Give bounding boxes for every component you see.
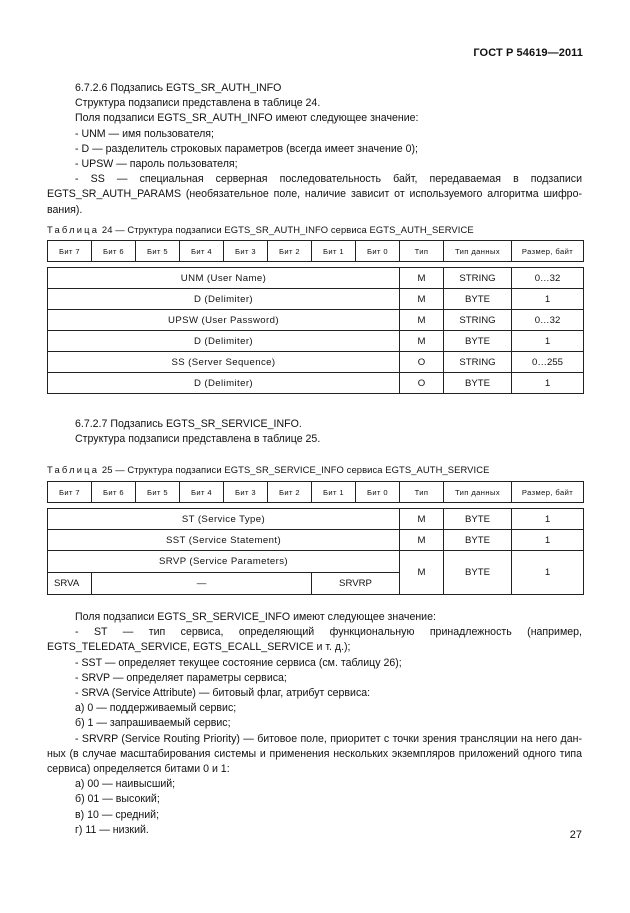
field-size: 1: [512, 373, 584, 394]
section-service-info: [47, 417, 582, 447]
field-data-type: STRING: [444, 310, 512, 331]
header-cell: Размер, байт: [512, 241, 584, 262]
list-item: г) 11 — низкий.: [75, 823, 149, 836]
field-size: 0…32: [512, 268, 584, 289]
list-item: б) 1 — запрашиваемый сервис;: [75, 717, 231, 730]
page-number: 27: [569, 829, 582, 841]
header-cell: Тип данных: [444, 482, 512, 503]
field-data-type: BYTE: [444, 551, 512, 595]
paragraph: Поля подзаписи EGTS_SR_AUTH_INFO имеют следующее значение:: [75, 112, 419, 125]
header-cell: Размер, байт: [512, 482, 584, 503]
header-cell: Бит 4: [180, 482, 224, 503]
field-description: - D — разделитель строковых параметров (всегда имеет значение 0);: [75, 142, 418, 155]
section-service-info-fields: [47, 610, 582, 838]
field-description: - SRVP — определяет параметры сервиса;: [75, 671, 287, 684]
field-description-cont: EGTS_TELEDATA_SERVICE, EGTS_ECALL_SERVICE и т. д.);: [47, 641, 351, 654]
paragraph: Поля подзаписи EGTS_SR_SERVICE_INFO имеют следующее значение:: [75, 611, 436, 623]
field-type: M: [400, 509, 444, 530]
list-item: а) 00 — наивысший;: [75, 778, 176, 791]
field-description: - SST — определяет текущее состояние сервиса (см. таблицу 26);: [75, 656, 402, 669]
caption-text: 24 — Структура подзаписи EGTS_SR_AUTH_INFO сервиса EGTS_AUTH_SERVICE: [99, 224, 474, 235]
field-name: SST (Service Statement): [48, 530, 400, 551]
field-data-type: STRING: [444, 268, 512, 289]
table-24: [47, 240, 584, 394]
header-cell: Бит 5: [136, 241, 180, 262]
field-data-type: BYTE: [444, 373, 512, 394]
section-auth-info: [47, 81, 582, 218]
table-row: [48, 331, 584, 352]
table-24-caption: [47, 224, 607, 235]
header-cell: Бит 1: [312, 241, 356, 262]
header-cell: Бит 7: [48, 482, 92, 503]
field-description: - ST — тип сервиса, определяющий функциональную принадлежность (например,: [75, 626, 582, 639]
caption-text: 25 — Структура подзаписи EGTS_SR_SERVICE_INFO сервиса EGTS_AUTH_SERVICE: [99, 464, 490, 475]
field-description-cont: сервиса) определяется битами 0 и 1:: [47, 763, 230, 776]
paragraph: Структура подзаписи представлена в таблице 25.: [75, 433, 321, 446]
field-description: - SS — специальная серверная последовательность байт, передаваемая в подзаписи: [75, 173, 582, 186]
field-name: UPSW (User Password): [48, 310, 400, 331]
field-description-cont: EGTS_SR_AUTH_PARAMS (необязательное поле, наличие зависит от используемого алгоритма шифро-: [47, 188, 582, 201]
field-name: D (Delimiter): [48, 373, 400, 394]
table-25: [47, 481, 584, 595]
document-code: ГОСТ Р 54619—2011: [473, 47, 583, 59]
field-data-type: BYTE: [444, 289, 512, 310]
field-name: UNM (User Name): [48, 268, 400, 289]
header-cell: Бит 7: [48, 241, 92, 262]
field-description: - UPSW — пароль пользователя;: [75, 158, 238, 171]
field-type: M: [400, 268, 444, 289]
header-cell: Бит 0: [356, 241, 400, 262]
header-cell: Бит 1: [312, 482, 356, 503]
header-cell: Бит 2: [268, 482, 312, 503]
srva-bit-cell: SRVA: [48, 573, 92, 595]
header-cell: Бит 5: [136, 482, 180, 503]
field-type: O: [400, 373, 444, 394]
table-header-row: [48, 241, 584, 262]
field-type: M: [400, 530, 444, 551]
table-row: [48, 352, 584, 373]
reserved-bits-cell: —: [92, 573, 312, 595]
table-row: [48, 530, 584, 551]
list-item: в) 10 — средний;: [75, 808, 160, 821]
field-size: 1: [512, 509, 584, 530]
header-cell: Бит 3: [224, 482, 268, 503]
field-size: 1: [512, 551, 584, 595]
field-size: 1: [512, 289, 584, 310]
header-cell: Бит 6: [92, 482, 136, 503]
table-25-caption: [47, 464, 607, 475]
field-description-cont: вания).: [47, 203, 83, 216]
field-description-cont: ных (в случае масштабирования системы и применения нескольких экземпляров приложений одного типа: [47, 747, 582, 760]
field-type: M: [400, 289, 444, 310]
field-name: ST (Service Type): [48, 509, 400, 530]
header-cell: Тип данных: [444, 241, 512, 262]
header-cell: Бит 0: [356, 482, 400, 503]
field-data-type: BYTE: [444, 530, 512, 551]
field-name: D (Delimiter): [48, 289, 400, 310]
field-name: SRVP (Service Parameters): [48, 551, 400, 573]
field-type: M: [400, 310, 444, 331]
table-row: [48, 310, 584, 331]
table-row: [48, 373, 584, 394]
table-row: [48, 509, 584, 530]
header-cell: Бит 6: [92, 241, 136, 262]
field-description: - SRVRP (Service Routing Priority) — битовое поле, приоритет с точки зрения трансляции на него дан-: [75, 732, 582, 745]
field-name: SS (Server Sequence): [48, 352, 400, 373]
field-description: - SRVA (Service Attribute) — битовый флаг, атрибут сервиса:: [75, 687, 371, 700]
table-row: [48, 551, 584, 573]
field-size: 0…255: [512, 352, 584, 373]
header-cell: Бит 4: [180, 241, 224, 262]
field-description: - UNM — имя пользователя;: [75, 127, 214, 140]
field-data-type: BYTE: [444, 331, 512, 352]
field-type: M: [400, 551, 444, 595]
srvrp-bits-cell: SRVRP: [312, 573, 400, 595]
field-name: D (Delimiter): [48, 331, 400, 352]
table-row: [48, 268, 584, 289]
caption-word: Таблица: [47, 464, 100, 475]
field-size: 1: [512, 530, 584, 551]
field-size: 1: [512, 331, 584, 352]
list-item: а) 0 — поддерживаемый сервис;: [75, 702, 237, 715]
header-cell: Тип: [400, 241, 444, 262]
subsection-heading: 6.7.2.6 Подзапись EGTS_SR_AUTH_INFO: [75, 82, 282, 94]
field-data-type: BYTE: [444, 509, 512, 530]
field-data-type: STRING: [444, 352, 512, 373]
header-cell: Тип: [400, 482, 444, 503]
paragraph: Структура подзаписи представлена в таблице 24.: [75, 97, 321, 110]
field-type: O: [400, 352, 444, 373]
field-type: M: [400, 331, 444, 352]
subsection-heading: 6.7.2.7 Подзапись EGTS_SR_SERVICE_INFO.: [75, 418, 302, 430]
table-row: [48, 289, 584, 310]
header-cell: Бит 2: [268, 241, 312, 262]
header-cell: Бит 3: [224, 241, 268, 262]
table-header-row: [48, 482, 584, 503]
field-size: 0…32: [512, 310, 584, 331]
list-item: б) 01 — высокий;: [75, 793, 160, 806]
caption-word: Таблица: [47, 224, 100, 235]
